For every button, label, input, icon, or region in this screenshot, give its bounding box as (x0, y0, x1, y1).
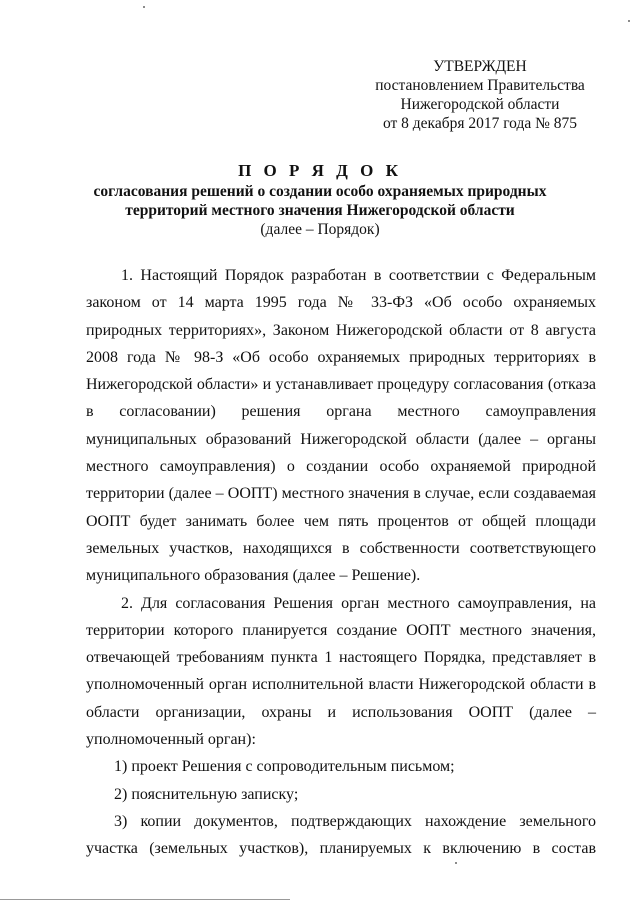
approval-stamp (350, 57, 610, 133)
document-subtitle-line2: территорий местного значения Нижегородской области (125, 202, 515, 219)
scan-artifact-dot (143, 6, 145, 8)
paragraph-2: 2. Для согласования Решения орган местного самоуправления, на территории которого планируется создание ООПТ местного значения, отвечающей требованиям пункта 1 настоящего Порядка, представляет в уполномоченный орган исполнительной власти Нижегородской области в области организации, охраны и использования ООПТ (далее – уполномоченный орган): (86, 594, 596, 749)
approval-issuer: постановлением Правительства (375, 77, 585, 94)
document-subtitle-line1: согласования решений о создании особо охраняемых природных (93, 183, 547, 200)
scan-artifact-line (0, 899, 290, 900)
approval-title: УТВЕРЖДЕН (433, 58, 527, 75)
document-abbreviation: (далее – Порядок) (260, 221, 380, 238)
document-title: П О Р Я Д О К (238, 161, 402, 180)
list-item-1: 1) проект Решения с сопроводительным письмом; (114, 758, 455, 776)
list-item-2: 2) пояснительную записку; (114, 785, 299, 803)
document-heading (60, 160, 580, 240)
document-body (86, 262, 596, 863)
paragraph-1: 1. Настоящий Порядок разработан в соответствии с Федеральным законом от 14 марта 1995 года № 33-ФЗ «Об особо охраняемых природных территориях», Законом Нижегородской области от 8 августа 2008 года № 98-З «Об особо охраняемых природных территориях в Нижегородской области» и устанавливает процедуру согласования (отказа в согласовании) решения органа местного самоуправления муниципальных образований Нижегородской области (далее – органы местного самоуправления) о создании особо охраняемой природной территории (далее – ООПТ) местного значения в случае, если создаваемая ООПТ будет занимать более чем пять процентов от общей площади земельных участков, находящихся в собственности соответствующего муниципального образования (далее – Решение). (86, 267, 596, 585)
list-item-3: 3) копии документов, подтверждающих нахождение земельного участка (земельных участков), планируемых к включению в состав (86, 812, 596, 858)
scan-artifact-dot (628, 20, 630, 22)
approval-region: Нижегородской области (400, 96, 560, 113)
scan-artifact-dot (455, 862, 457, 864)
approval-date: от 8 декабря 2017 года № 875 (382, 115, 578, 132)
